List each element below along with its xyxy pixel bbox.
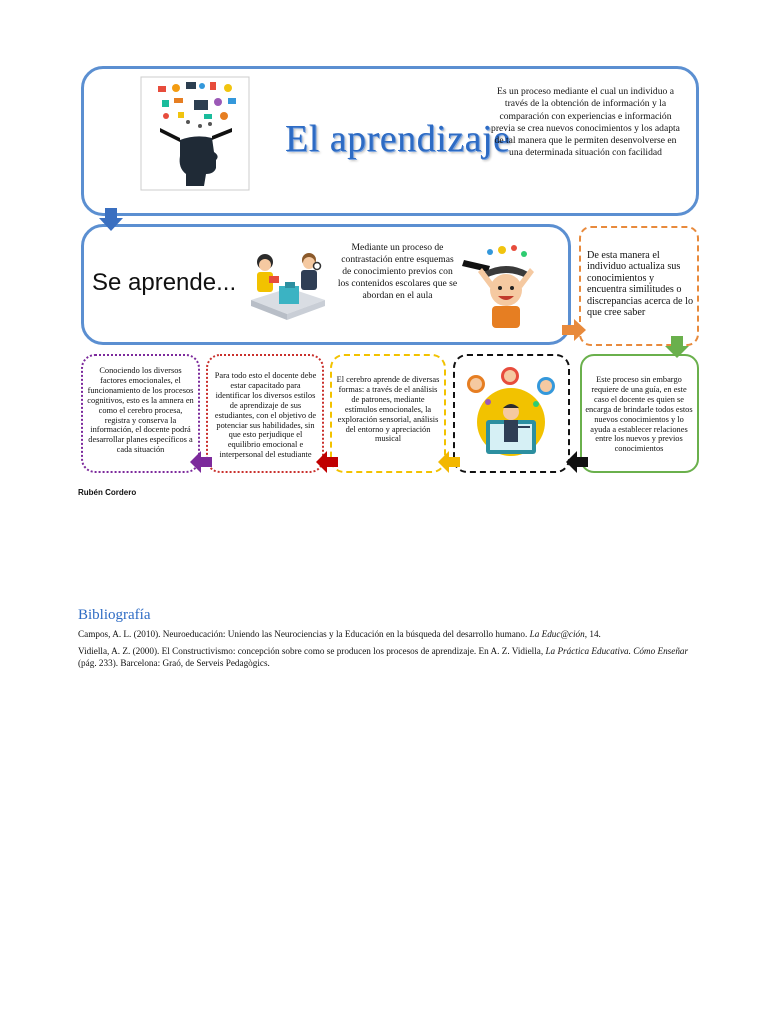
arrow-left-yellow-icon	[438, 451, 460, 473]
learning-styles-text: Para todo esto el docente debe estar capacitado para identificar los diversos estilos de aprendizaje de sus estudiantes, con el objetivo de potenciar sus habilidades, sin que esto perjudique el equilibrio emocional e interpersonal del estudiante	[214, 371, 317, 460]
reference-campos-tail: , 14.	[584, 629, 601, 639]
arrow-right-orange-icon	[562, 319, 586, 341]
definition-text: Es un proceso mediante el cual un individuo a través de la obtención de información y la comparación con experiencias e información previa se crea nuevos conocimientos y los adapta de tal manera que le permiten desenvolverse en una determinada situación con facilidad	[491, 86, 680, 159]
students-icon	[245, 248, 330, 324]
bibliography-title: Bibliografía	[78, 607, 151, 623]
reference-campos-text: Campos, A. L. (2010). Neuroeducación: Uniendo las Neurociencias y la Educación en la búsqueda del desarrollo humano.	[78, 629, 530, 639]
author-name: Rubén Cordero	[78, 488, 137, 497]
contrast-text: Mediante un proceso de contrastación entre esquemas de conocimiento previos con los contenidos escolares que se abordan en el aula	[337, 242, 458, 302]
teacher-icon	[460, 362, 562, 464]
diagram-title: El aprendizaje	[285, 118, 511, 160]
arrow-down-blue-icon	[98, 208, 124, 232]
reference-campos	[78, 628, 698, 640]
child-ideas-icon	[462, 242, 550, 330]
teacher-guide-text: Este proceso sin embargo requiere de una guía, en este caso el docente es quien se encarga de brindarle todos estos nuevos conocimientos y lo ayuda a establecer relaciones entre los nuevos y previos conocimientos	[585, 375, 693, 454]
reference-vidiella-text: Vidiella, A. Z. (2000). El Constructivismo: concepción sobre como se producen los procesos de aprendizaje. En A. Z. Vidiella,	[78, 646, 546, 656]
brain-learns-text: El cerebro aprende de diversas formas: a través de el análisis de patrones, mediante estímulos emocionales, la exploración sensorial, análisis del entorno y apreciación musical	[336, 375, 440, 444]
arrow-left-red-icon	[316, 451, 338, 473]
arrow-left-black-icon	[566, 451, 588, 473]
reference-vidiella-tail: (pág. 233). Barcelona: Graó, de Serveis Pedagògics.	[78, 658, 270, 668]
reference-vidiella-book: La Práctica Educativa. Cómo Enseñar	[545, 646, 689, 656]
emotional-factors-text: Conociendo los diversos factores emocionales, el funcionamiento de los procesos cognitivos, esto es la amnera en como el cerebro procesa, registra y conserva la información, el docente podrá desarrollar planes específicos a cada situación	[87, 366, 194, 455]
se-aprende-heading: Se aprende...	[92, 269, 237, 296]
arrow-down-green-icon	[665, 336, 689, 358]
head-ideas-icon	[140, 76, 250, 191]
reference-vidiella	[78, 645, 698, 669]
reference-campos-journal: La Educ@ción	[529, 629, 585, 639]
update-knowledge-text: De esta manera el individuo actualiza sus conocimientos y encuentra similitudes o discrepancias acerca de lo que cree saber	[587, 250, 694, 319]
